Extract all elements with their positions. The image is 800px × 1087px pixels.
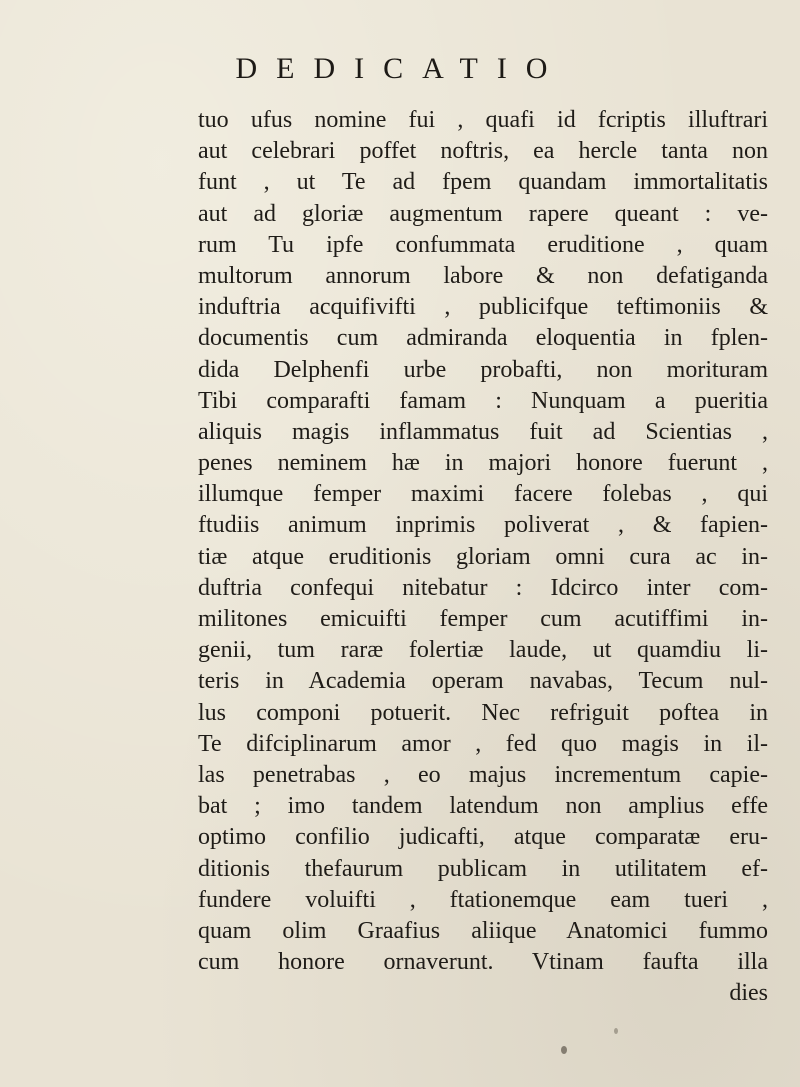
text-line: fundere voluifti , ftationemque eam tueri ,	[198, 886, 768, 913]
text-line: Te difciplinarum amor , fed quo magis in il-	[198, 730, 768, 757]
text-line: documentis cum admiranda eloquentia in fplen-	[198, 325, 768, 352]
text-line: quam olim Graafius aliique Anatomici fummo	[198, 917, 768, 944]
text-line: teris in Academia operam navabas, Tecum nul-	[198, 668, 768, 695]
text-line: rum Tu ipfe confummata eruditione , quam	[198, 231, 768, 258]
text-line: aliquis magis inflammatus fuit ad Scientias ,	[198, 418, 768, 445]
text-line: illumque femper maximi facere folebas , qui	[198, 481, 768, 508]
text-line: tiæ atque eruditionis gloriam omni cura ac in-	[198, 543, 768, 570]
text-line: funt , ut Te ad fpem quandam immortalitatis	[198, 169, 768, 196]
text-line: militones emicuifti femper cum acutiffimi in-	[198, 606, 768, 632]
text-line: cum honore ornaverunt. Vtinam faufta illa	[198, 949, 768, 976]
text-line: aut celebrari poffet noftris, ea hercle tanta non	[198, 138, 768, 165]
body-text	[198, 105, 768, 1009]
text-line: optimo confilio judicafti, atque comparatæ eru-	[198, 824, 768, 851]
catchword: dies	[729, 980, 768, 1007]
page-header: DEDICATIO	[235, 52, 567, 85]
text-line: duftria confequi nitebatur : Idcirco inter com-	[198, 574, 768, 601]
text-line: dida Delphenfi urbe probafti, non morituram	[198, 356, 768, 383]
text-line: genii, tum raræ folertiæ laude, ut quamdiu li-	[198, 637, 768, 664]
text-line: aut ad gloriæ augmentum rapere queant : ve-	[198, 200, 768, 227]
text-line: penes neminem hæ in majori honore fuerunt ,	[198, 450, 768, 477]
text-line: induftria acquifivifti , publicifque teftimoniis &	[198, 294, 768, 321]
text-line: lus componi potuerit. Nec refriguit poftea in	[198, 699, 768, 726]
text-line: ditionis thefaurum publicam in utilitatem ef-	[198, 855, 768, 882]
text-line: tuo ufus nomine fui , quafi id fcriptis illuftrari	[198, 107, 768, 133]
ink-speck	[614, 1028, 618, 1034]
text-line: multorum annorum labore & non defatiganda	[198, 262, 768, 289]
text-line: bat ; imo tandem latendum non amplius effe	[198, 793, 768, 820]
text-line: ftudiis animum inprimis poliverat , & fapien-	[198, 512, 768, 539]
text-line: Tibi comparafti famam : Nunquam a pueritia	[198, 387, 768, 414]
text-line: las penetrabas , eo majus incrementum capie-	[198, 761, 768, 788]
ink-speck	[561, 1046, 567, 1054]
